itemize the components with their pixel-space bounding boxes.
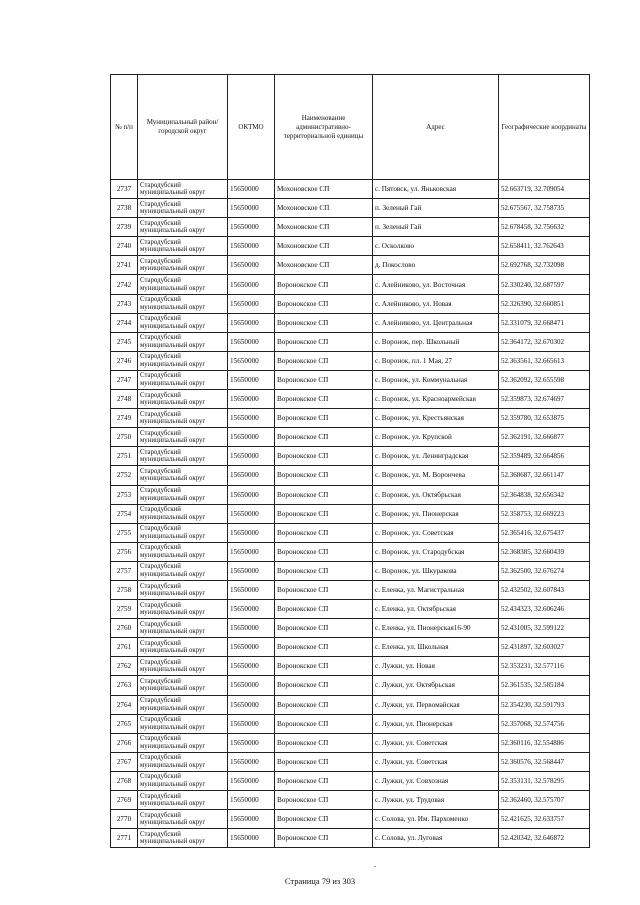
cell-oktmo: 15650000 — [228, 733, 275, 752]
cell-oktmo: 15650000 — [228, 256, 275, 275]
cell-num: 2746 — [111, 351, 138, 370]
table-row — [111, 504, 590, 523]
table-row — [111, 275, 590, 294]
cell-district: Стародубский муниципальный округ — [138, 332, 228, 351]
table-row — [111, 256, 590, 275]
cell-unit: Воронокское СП — [275, 294, 373, 313]
cell-address: с. Воронок, ул. Октябрьская — [373, 485, 499, 504]
header-oktmo: ОКТМО — [228, 75, 275, 180]
cell-oktmo: 15650000 — [228, 542, 275, 561]
cell-coords: 52.368687, 32.661147 — [499, 466, 590, 485]
table-row — [111, 370, 590, 389]
cell-num: 2768 — [111, 771, 138, 790]
cell-num: 2757 — [111, 561, 138, 580]
cell-unit: Воронокское СП — [275, 791, 373, 810]
cell-unit: Воронокское СП — [275, 676, 373, 695]
cell-oktmo: 15650000 — [228, 313, 275, 332]
cell-district: Стародубский муниципальный округ — [138, 428, 228, 447]
cell-num: 2770 — [111, 810, 138, 829]
cell-address: с. Воронок, пер. Школьный — [373, 332, 499, 351]
cell-coords: 52.360576, 32.568447 — [499, 752, 590, 771]
cell-num: 2743 — [111, 294, 138, 313]
cell-district: Стародубский муниципальный округ — [138, 695, 228, 714]
cell-district: Стародубский муниципальный округ — [138, 676, 228, 695]
table-body — [111, 180, 590, 848]
cell-oktmo: 15650000 — [228, 275, 275, 294]
cell-oktmo: 15650000 — [228, 237, 275, 256]
table-row — [111, 466, 590, 485]
cell-coords: 52.359780, 32.653875 — [499, 409, 590, 428]
cell-address: с. Лужки, ул. Советская — [373, 752, 499, 771]
cell-address: с. Воронок, пл. 1 Мая, 27 — [373, 351, 499, 370]
cell-num: 2744 — [111, 313, 138, 332]
cell-address: с. Алейниково, ул. Центральная — [373, 313, 499, 332]
cell-num: 2765 — [111, 714, 138, 733]
cell-unit: Мохоновское СП — [275, 218, 373, 237]
cell-num: 2755 — [111, 523, 138, 542]
cell-oktmo: 15650000 — [228, 523, 275, 542]
cell-unit: Мохоновское СП — [275, 199, 373, 218]
cell-oktmo: 15650000 — [228, 428, 275, 447]
table-row — [111, 523, 590, 542]
cell-oktmo: 15650000 — [228, 409, 275, 428]
table-row — [111, 485, 590, 504]
cell-coords: 52.692768, 32.732098 — [499, 256, 590, 275]
cell-oktmo: 15650000 — [228, 600, 275, 619]
cell-unit: Воронокское СП — [275, 332, 373, 351]
cell-address: с. Воронок, ул. Шкуракова — [373, 561, 499, 580]
cell-num: 2754 — [111, 504, 138, 523]
cell-oktmo: 15650000 — [228, 695, 275, 714]
cell-district: Стародубский муниципальный округ — [138, 237, 228, 256]
cell-coords: 52.420342, 32.646872 — [499, 829, 590, 848]
cell-num: 2750 — [111, 428, 138, 447]
cell-coords: 52.359489, 32.664856 — [499, 447, 590, 466]
cell-address: с. Еленка, ул. Октябрьская — [373, 600, 499, 619]
cell-address: с. Еленка, ул. Пионерская16-90 — [373, 619, 499, 638]
table-row — [111, 542, 590, 561]
table-row — [111, 714, 590, 733]
cell-address: с. Воронок, ул. Стародубская — [373, 542, 499, 561]
table-row — [111, 218, 590, 237]
cell-num: 2740 — [111, 237, 138, 256]
cell-unit: Воронокское СП — [275, 390, 373, 409]
cell-num: 2751 — [111, 447, 138, 466]
cell-coords: 52.330240, 32.687597 — [499, 275, 590, 294]
cell-oktmo: 15650000 — [228, 180, 275, 199]
cell-district: Стародубский муниципальный округ — [138, 561, 228, 580]
table-row — [111, 428, 590, 447]
cell-coords: 52.362460, 32.575707 — [499, 791, 590, 810]
cell-oktmo: 15650000 — [228, 561, 275, 580]
cell-unit: Воронокское СП — [275, 351, 373, 370]
cell-address: п. Зеленый Гай — [373, 199, 499, 218]
cell-address: с. Алейниково, ул. Восточная — [373, 275, 499, 294]
cell-unit: Воронокское СП — [275, 485, 373, 504]
cell-oktmo: 15650000 — [228, 370, 275, 389]
cell-oktmo: 15650000 — [228, 657, 275, 676]
cell-district: Стародубский муниципальный округ — [138, 733, 228, 752]
cell-unit: Воронокское СП — [275, 542, 373, 561]
cell-oktmo: 15650000 — [228, 580, 275, 599]
cell-coords: 52.364838, 32.656342 — [499, 485, 590, 504]
cell-unit: Воронокское СП — [275, 409, 373, 428]
cell-address: с. Лужки, ул. Пионерская — [373, 714, 499, 733]
cell-address: с. Воронок, ул. Крупской — [373, 428, 499, 447]
cell-coords: 52.331079, 32.668471 — [499, 313, 590, 332]
cell-district: Стародубский муниципальный округ — [138, 199, 228, 218]
cell-coords: 52.364172, 32.670302 — [499, 332, 590, 351]
cell-district: Стародубский муниципальный округ — [138, 771, 228, 790]
cell-address: п. Зеленый Гай — [373, 218, 499, 237]
table-row — [111, 733, 590, 752]
cell-coords: 52.363561, 32.665613 — [499, 351, 590, 370]
cell-unit: Воронокское СП — [275, 771, 373, 790]
table-row — [111, 199, 590, 218]
table-row — [111, 313, 590, 332]
cell-unit: Воронокское СП — [275, 810, 373, 829]
cell-coords: 52.362092, 32.655598 — [499, 370, 590, 389]
cell-unit: Воронокское СП — [275, 657, 373, 676]
cell-district: Стародубский муниципальный округ — [138, 619, 228, 638]
header-coords: Географические координаты — [499, 75, 590, 180]
header-unit: Наименование административно-территориальной единицы — [275, 75, 373, 180]
cell-address: с. Воронок, ул. М. Ворончева — [373, 466, 499, 485]
cell-coords: 52.434323, 32.606246 — [499, 600, 590, 619]
cell-district: Стародубский муниципальный округ — [138, 218, 228, 237]
scan-mark — [374, 866, 376, 867]
cell-unit: Воронокское СП — [275, 580, 373, 599]
cell-district: Стародубский муниципальный округ — [138, 294, 228, 313]
cell-num: 2759 — [111, 600, 138, 619]
cell-coords: 52.362500, 32.676274 — [499, 561, 590, 580]
table-row — [111, 409, 590, 428]
cell-coords: 52.365416, 32.675437 — [499, 523, 590, 542]
table-row — [111, 619, 590, 638]
cell-num: 2764 — [111, 695, 138, 714]
table-row — [111, 771, 590, 790]
cell-num: 2756 — [111, 542, 138, 561]
cell-address: д. Покослово — [373, 256, 499, 275]
cell-address: с. Солова, ул. Им. Пархоменко — [373, 810, 499, 829]
cell-district: Стародубский муниципальный округ — [138, 351, 228, 370]
table-row — [111, 600, 590, 619]
cell-district: Стародубский муниципальный округ — [138, 504, 228, 523]
cell-oktmo: 15650000 — [228, 791, 275, 810]
cell-address: с. Солова, ул. Луговая — [373, 829, 499, 848]
cell-coords: 52.421625, 32.633757 — [499, 810, 590, 829]
cell-num: 2742 — [111, 275, 138, 294]
cell-unit: Мохоновское СП — [275, 237, 373, 256]
cell-coords: 52.359873, 32.674697 — [499, 390, 590, 409]
cell-unit: Воронокское СП — [275, 275, 373, 294]
cell-address: с. Лужки, ул. Трудовая — [373, 791, 499, 810]
cell-oktmo: 15650000 — [228, 447, 275, 466]
cell-unit: Воронокское СП — [275, 638, 373, 657]
cell-district: Стародубский муниципальный округ — [138, 447, 228, 466]
cell-num: 2747 — [111, 370, 138, 389]
cell-address: с. Осколково — [373, 237, 499, 256]
cell-district: Стародубский муниципальный округ — [138, 275, 228, 294]
addresses-table — [110, 74, 590, 848]
cell-coords: 52.354230, 32.591793 — [499, 695, 590, 714]
cell-unit: Воронокское СП — [275, 523, 373, 542]
cell-district: Стародубский муниципальный округ — [138, 370, 228, 389]
cell-unit: Воронокское СП — [275, 504, 373, 523]
cell-oktmo: 15650000 — [228, 810, 275, 829]
cell-district: Стародубский муниципальный округ — [138, 657, 228, 676]
table-row — [111, 638, 590, 657]
cell-address: с. Лужки, ул. Первомайская — [373, 695, 499, 714]
cell-num: 2739 — [111, 218, 138, 237]
cell-district: Стародубский муниципальный округ — [138, 180, 228, 199]
cell-district: Стародубский муниципальный округ — [138, 390, 228, 409]
cell-address: с. Лужки, ул. Совхозная — [373, 771, 499, 790]
cell-district: Стародубский муниципальный округ — [138, 523, 228, 542]
cell-address: с. Пятовск, ул. Яньковская — [373, 180, 499, 199]
cell-oktmo: 15650000 — [228, 771, 275, 790]
cell-district: Стародубский муниципальный округ — [138, 313, 228, 332]
header-num: № п/п — [111, 75, 138, 180]
cell-unit: Воронокское СП — [275, 466, 373, 485]
cell-num: 2738 — [111, 199, 138, 218]
cell-coords: 52.431897, 32.603027 — [499, 638, 590, 657]
table-row — [111, 676, 590, 695]
cell-unit: Воронокское СП — [275, 714, 373, 733]
cell-num: 2741 — [111, 256, 138, 275]
cell-oktmo: 15650000 — [228, 199, 275, 218]
table-row — [111, 351, 590, 370]
cell-oktmo: 15650000 — [228, 638, 275, 657]
cell-district: Стародубский муниципальный округ — [138, 829, 228, 848]
cell-address: с. Лужки, ул. Советская — [373, 733, 499, 752]
cell-address: с. Еленка, ул. Магистральная — [373, 580, 499, 599]
table-row — [111, 237, 590, 256]
table-row — [111, 657, 590, 676]
cell-address: с. Воронок, ул. Коммунальная — [373, 370, 499, 389]
cell-coords: 52.663719, 32.709054 — [499, 180, 590, 199]
cell-oktmo: 15650000 — [228, 829, 275, 848]
cell-num: 2737 — [111, 180, 138, 199]
cell-oktmo: 15650000 — [228, 332, 275, 351]
cell-num: 2749 — [111, 409, 138, 428]
cell-coords: 52.326390, 32.660851 — [499, 294, 590, 313]
cell-address: с. Воронок, ул. Советская — [373, 523, 499, 542]
cell-num: 2761 — [111, 638, 138, 657]
cell-coords: 52.368385, 32.660439 — [499, 542, 590, 561]
cell-unit: Мохоновское СП — [275, 180, 373, 199]
cell-unit: Воронокское СП — [275, 733, 373, 752]
cell-district: Стародубский муниципальный округ — [138, 752, 228, 771]
table-row — [111, 561, 590, 580]
cell-address: с. Алейниково, ул. Новая — [373, 294, 499, 313]
cell-coords: 52.353131, 32.578295 — [499, 771, 590, 790]
cell-oktmo: 15650000 — [228, 714, 275, 733]
cell-district: Стародубский муниципальный округ — [138, 791, 228, 810]
cell-district: Стародубский муниципальный округ — [138, 485, 228, 504]
table-row — [111, 332, 590, 351]
cell-oktmo: 15650000 — [228, 390, 275, 409]
cell-district: Стародубский муниципальный округ — [138, 810, 228, 829]
table-row — [111, 695, 590, 714]
cell-district: Стародубский муниципальный округ — [138, 409, 228, 428]
cell-oktmo: 15650000 — [228, 676, 275, 695]
cell-address: с. Еленка, ул. Школьная — [373, 638, 499, 657]
header-district: Муниципальный район/городской округ — [138, 75, 228, 180]
table-row — [111, 294, 590, 313]
cell-oktmo: 15650000 — [228, 294, 275, 313]
cell-oktmo: 15650000 — [228, 619, 275, 638]
cell-oktmo: 15650000 — [228, 504, 275, 523]
table-row — [111, 791, 590, 810]
cell-coords: 52.358753, 32.669223 — [499, 504, 590, 523]
cell-district: Стародубский муниципальный округ — [138, 714, 228, 733]
cell-oktmo: 15650000 — [228, 218, 275, 237]
cell-num: 2771 — [111, 829, 138, 848]
cell-unit: Воронокское СП — [275, 561, 373, 580]
cell-unit: Воронокское СП — [275, 370, 373, 389]
table-row — [111, 580, 590, 599]
cell-num: 2753 — [111, 485, 138, 504]
cell-num: 2766 — [111, 733, 138, 752]
cell-coords: 52.432502, 32.607843 — [499, 580, 590, 599]
cell-district: Стародубский муниципальный округ — [138, 466, 228, 485]
cell-coords: 52.357068, 32.574756 — [499, 714, 590, 733]
cell-coords: 52.431005, 32.599122 — [499, 619, 590, 638]
cell-address: с. Воронок, ул. Пионерская — [373, 504, 499, 523]
cell-unit: Воронокское СП — [275, 695, 373, 714]
table-row — [111, 752, 590, 771]
cell-district: Стародубский муниципальный округ — [138, 638, 228, 657]
cell-unit: Воронокское СП — [275, 447, 373, 466]
page-number: Страница 79 из 303 — [284, 876, 356, 886]
cell-unit: Воронокское СП — [275, 600, 373, 619]
header-address: Адрес — [373, 75, 499, 180]
cell-num: 2762 — [111, 657, 138, 676]
cell-district: Стародубский муниципальный округ — [138, 542, 228, 561]
cell-unit: Воронокское СП — [275, 752, 373, 771]
cell-unit: Мохоновское СП — [275, 256, 373, 275]
cell-address: с. Лужки, ул. Новая — [373, 657, 499, 676]
header-row — [111, 75, 590, 180]
cell-coords: 52.675567, 32.758735 — [499, 199, 590, 218]
cell-num: 2760 — [111, 619, 138, 638]
cell-address: с. Лужки, ул. Октябрьская — [373, 676, 499, 695]
cell-oktmo: 15650000 — [228, 351, 275, 370]
cell-num: 2745 — [111, 332, 138, 351]
cell-unit: Воронокское СП — [275, 313, 373, 332]
cell-unit: Воронокское СП — [275, 829, 373, 848]
cell-oktmo: 15650000 — [228, 752, 275, 771]
cell-coords: 52.678458, 32.756632 — [499, 218, 590, 237]
table-row — [111, 810, 590, 829]
cell-district: Стародубский муниципальный округ — [138, 580, 228, 599]
cell-num: 2769 — [111, 791, 138, 810]
table-row — [111, 447, 590, 466]
cell-coords: 52.361535, 32.585184 — [499, 676, 590, 695]
cell-num: 2748 — [111, 390, 138, 409]
cell-address: с. Воронок, ул. Крестьянская — [373, 409, 499, 428]
cell-coords: 52.658411, 32.762643 — [499, 237, 590, 256]
table-row — [111, 829, 590, 848]
cell-num: 2767 — [111, 752, 138, 771]
cell-coords: 52.360116, 32.554886 — [499, 733, 590, 752]
table-row — [111, 390, 590, 409]
cell-coords: 52.353231, 32.577116 — [499, 657, 590, 676]
table-header — [111, 75, 590, 180]
cell-address: с. Воронок, ул. Красноармейская — [373, 390, 499, 409]
cell-district: Стародубский муниципальный округ — [138, 600, 228, 619]
cell-oktmo: 15650000 — [228, 466, 275, 485]
cell-num: 2758 — [111, 580, 138, 599]
cell-num: 2763 — [111, 676, 138, 695]
cell-district: Стародубский муниципальный округ — [138, 256, 228, 275]
cell-unit: Воронокское СП — [275, 619, 373, 638]
table-row — [111, 180, 590, 199]
cell-unit: Воронокское СП — [275, 428, 373, 447]
cell-num: 2752 — [111, 466, 138, 485]
cell-coords: 52.362191, 32.666877 — [499, 428, 590, 447]
cell-oktmo: 15650000 — [228, 485, 275, 504]
cell-address: с. Воронок, ул. Ленинградская — [373, 447, 499, 466]
